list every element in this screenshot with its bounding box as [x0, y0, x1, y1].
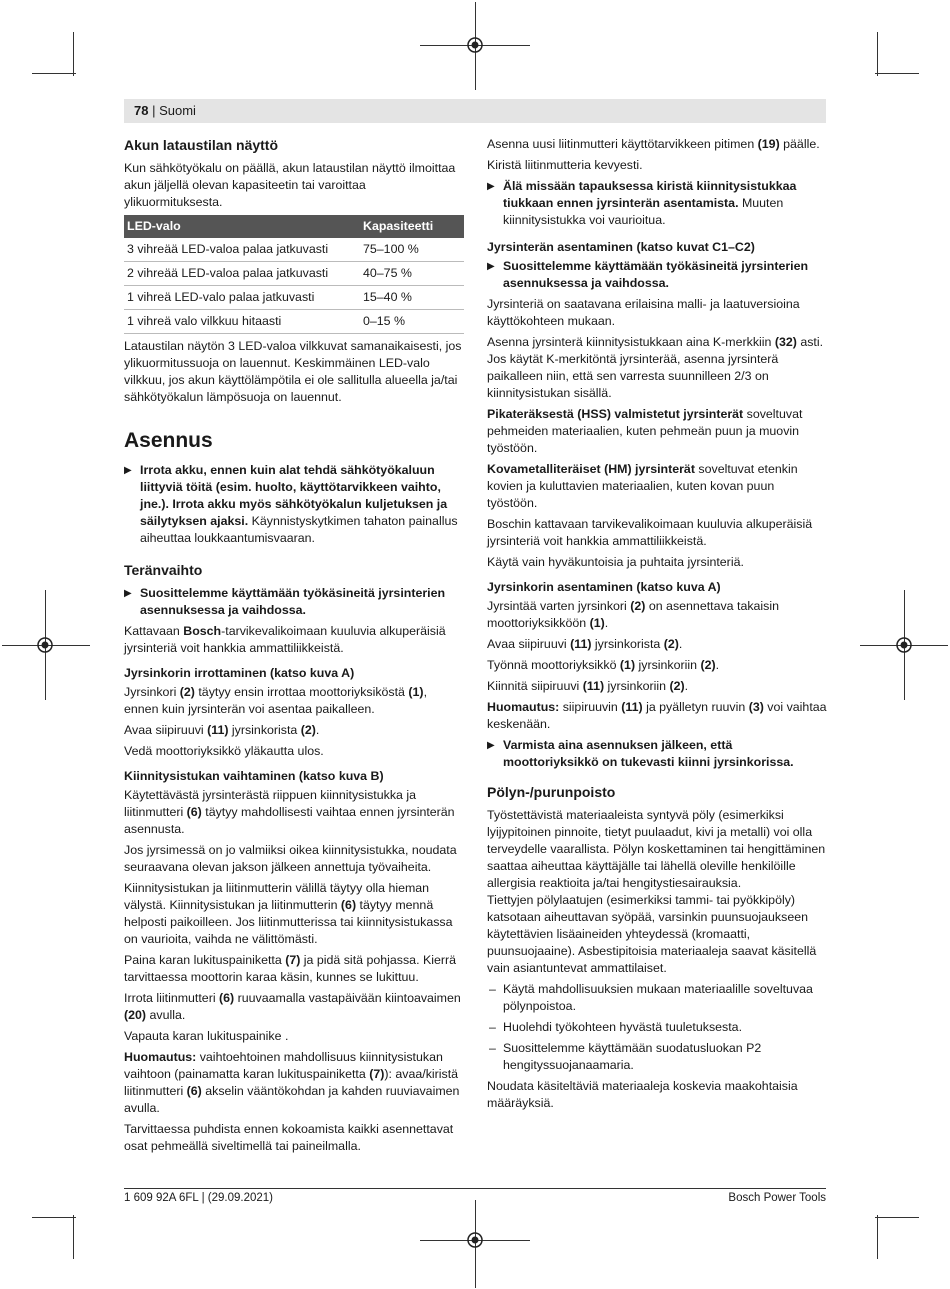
- triangle-bullet-icon: ▶: [124, 465, 132, 476]
- bullet-text: Käynnistyskytkimen tahaton painallus aiheuttaa loukkaantumisvaaran.: [140, 514, 458, 545]
- registration-target-icon: [36, 636, 54, 654]
- table-row: [124, 262, 464, 286]
- table-cell: 75–100 %: [360, 238, 464, 262]
- registration-target-icon: [895, 636, 913, 654]
- paragraph: Paina karan lukituspainiketta (7) ja pidä sitä pohjassa. Kierrä tarvittaessa moottorin karaa käsin, kunnes se lukittuu.: [124, 953, 457, 984]
- crop-mark: [73, 32, 74, 76]
- table-row: [124, 310, 464, 334]
- table-header-capacity: Kapasiteetti: [360, 215, 464, 238]
- paragraph: Irrota liitinmutteri (6) ruuvaamalla vastapäivään kiintoavaimen (20) avulla.: [124, 991, 461, 1022]
- paragraph: Käytettävästä jyrsinterästä riippuen kiinnitysistukka ja liitinmutteri (6) täytyy mahdollisesti vaihtaa ennen jyrsinterän asennusta.: [124, 788, 455, 836]
- battery-indicator-heading: Akun lataustilan näyttö: [124, 137, 279, 153]
- crop-mark: [875, 1217, 919, 1218]
- bullet-bold-text: Suosittelemme käyttämään työkäsineitä jyrsinterien asennuksessa ja vaihdossa.: [503, 259, 809, 290]
- bullet-text: Muuten kiinnitysistukka voi vaurioitua.: [503, 196, 784, 227]
- kiinnitys-heading: Kiinnitysistukan vaihtaminen (katso kuva B): [124, 769, 384, 783]
- battery-table: [124, 215, 464, 334]
- asennus-heading: Asennus: [124, 429, 213, 452]
- paragraph: Tiettyjen pölylaatujen (esimerkiksi tammi- tai pyökkipöly) katsotaan aiheuttavan syöpää, varsinkin puunsuojaukseen käytettävien lisäaineiden yhteydessä (kromaatti, puunsuojaaine). Asbestipitoisia materiaaleja saavat käsitellä vain asiantuntevat ammattilaiset.: [487, 893, 817, 975]
- registration-target-icon: [466, 36, 484, 54]
- irrotus-heading: Jyrsinkorin irrottaminen (katso kuva A): [124, 666, 355, 680]
- paragraph: Asenna jyrsinterä kiinnitysistukkaan aina K-merkkiin (32) asti. Jos käytät K-merkitöntä jyrsinterää, asenna jyrsinterä paikalleen niin, että sen varresta suunnilleen 2/3 on kiinnitysistukan sisällä.: [487, 335, 824, 400]
- page-header: [124, 99, 826, 123]
- crop-mark: [877, 32, 878, 76]
- note-paragraph: Huomautus: vaihtoehtoinen mahdollisuus kiinnitysistukan vaihtoon (painamatta karan lukituspainiketta (7)): avaa/kiristä liitinmutteri (6) akselin vääntökohdan ja kahden ruuviavaimen avulla.: [124, 1050, 460, 1115]
- crop-mark: [875, 73, 919, 74]
- footer-brand: Bosch Power Tools: [728, 1192, 826, 1204]
- paragraph: Käytä vain hyväkuntoisia ja puhtaita jyrsinteriä.: [487, 555, 744, 569]
- asentaminen-heading: Jyrsinterän asentaminen (katso kuvat C1–C2): [487, 240, 755, 254]
- safety-bullet: [487, 737, 827, 771]
- left-column: [124, 136, 464, 1159]
- table-header-row: [124, 215, 464, 238]
- paragraph: Avaa siipiruuvi (11) jyrsinkorista (2).: [487, 637, 683, 651]
- triangle-bullet-icon: ▶: [487, 181, 495, 192]
- triangle-bullet-icon: ▶: [124, 588, 132, 599]
- paragraph: Kiinnitä siipiruuvi (11) jyrsinkoriin (2).: [487, 679, 689, 693]
- crop-mark: [877, 1215, 878, 1259]
- paragraph: Kattavaan Bosch-tarvikevalikoimaan kuuluvia alkuperäisiä jyrsinteriä voit hankkia ammattiliikkeistä.: [124, 624, 446, 655]
- triangle-bullet-icon: ▶: [487, 261, 495, 272]
- bullet-bold-text: Varmista aina asennuksen jälkeen, että moottoriyksikkö on tukevasti kiinni jyrsinkorissa.: [503, 738, 794, 769]
- battery-note: Lataustilan näytön 3 LED-valoa vilkkuvat samanaikaisesti, jos ylikuormitussuoja on lauennut. Keskimmäinen LED-valo vilkkuu, jos akun käyttölämpötila ei ole sallitulla alueella ja/tai sähkötyökalun lämpösuoja on lauennut.: [124, 339, 462, 404]
- safety-bullet: [124, 462, 464, 547]
- paragraph: Jos jyrsimessä on jo valmiiksi oikea kiinnitysistukka, noudata seuraavana olevan jakson jälkeen annettuja työvaiheita.: [124, 843, 457, 874]
- table-cell: 2 vihreää LED-valoa palaa jatkuvasti: [124, 262, 360, 286]
- paragraph: Kiristä liitinmutteria kevyesti.: [487, 158, 643, 172]
- safety-bullet: [124, 585, 464, 619]
- list-item: – Suosittelemme käyttämään suodatusluokan P2 hengityssuojanaamaria.: [489, 1041, 762, 1072]
- paragraph: Boschin kattavaan tarvikevalikoimaan kuuluvia alkuperäisiä jyrsinteriä voit hankkia ammattiliikkeistä.: [487, 517, 813, 548]
- page-number: 78: [134, 103, 149, 118]
- note-paragraph: Huomautus: siipiruuvin (11) ja pyälletyn ruuvin (3) voi vaihtaa keskenään.: [487, 700, 827, 731]
- paragraph: Työnnä moottoriyksikkö (1) jyrsinkoriin (2).: [487, 658, 720, 672]
- footer-rule: [124, 1188, 826, 1189]
- paragraph: Työstettävistä materiaaleista syntyvä pöly (esimerkiksi lyijypitoinen pinnoite, tietyt puulaadut, kivi ja metalli) voi olla terveydelle vaarallista. Pölyn koskettaminen tai hengittäminen saattaa aiheuttaa käyttäjälle tai lähellä oleville henkilöille allergisia reaktioita ja/tai hengitystiesairauksia.: [487, 808, 826, 890]
- table-row: [124, 286, 464, 310]
- teranvaihto-heading: Teränvaihto: [124, 562, 203, 578]
- registration-target-icon: [466, 1231, 484, 1249]
- table-header-led: LED-valo: [124, 215, 360, 238]
- right-column: [487, 136, 827, 1116]
- paragraph: Jyrsinkori (2) täytyy ensin irrottaa moottoriyksiköstä (1), ennen kuin jyrsinterän voi asentaa paikalleen.: [124, 685, 428, 716]
- table-cell: 1 vihreä valo vilkkuu hitaasti: [124, 310, 360, 334]
- table-cell: 40–75 %: [360, 262, 464, 286]
- bullet-bold-text: Irrota akku, ennen kuin alat tehdä sähkötyökaluun liittyviä töitä (esim. huolto, käyttötarvikkeen vaihto, jne.). Irrota akku myös sähkötyökalun kuljetuksen ja säilytyksen ajaksi.: [140, 463, 448, 528]
- crop-mark: [32, 1217, 76, 1218]
- list-item: – Käytä mahdollisuuksien mukaan materiaalille soveltuvaa pölynpoistoa.: [489, 982, 813, 1013]
- paragraph: Tarvittaessa puhdista ennen kokoamista kaikki asennettavat osat pehmeällä siveltimellä tai paineilmalla.: [124, 1122, 454, 1153]
- table-cell: 1 vihreä LED-valo palaa jatkuvasti: [124, 286, 360, 310]
- korin-heading: Jyrsinkorin asentaminen (katso kuva A): [487, 580, 721, 594]
- paragraph: Vapauta karan lukituspainike .: [124, 1029, 289, 1043]
- triangle-bullet-icon: ▶: [487, 740, 495, 751]
- paragraph: Jyrsintää varten jyrsinkori (2) on asennettava takaisin moottoriyksikköön (1).: [487, 599, 780, 630]
- paragraph: Asenna uusi liitinmutteri käyttötarvikkeen pitimen (19) päälle.: [487, 137, 820, 151]
- paragraph: Jyrsinteriä on saatavana erilaisina malli- ja laatuversioina käyttökohteen mukaan.: [487, 297, 800, 328]
- battery-intro: Kun sähkötyökalu on päällä, akun lataustilan näyttö ilmoittaa akun jäljellä olevan kapasiteetin tai varoittaa ylikuormituksesta.: [124, 161, 456, 209]
- table-cell: 3 vihreää LED-valoa palaa jatkuvasti: [124, 238, 360, 262]
- paragraph: Kiinnitysistukan ja liitinmutterin välillä täytyy olla hieman välystä. Kiinnitysistukan ja liitinmutterin (6) täytyy mennä helposti paikoilleen. Jos liitinmutterissa tai kiinnitysistukassa on vaurioita, vaihda ne välittömästi.: [124, 881, 453, 946]
- polyn-heading: Pölyn-/purunpoisto: [487, 784, 616, 800]
- safety-bullet: [487, 258, 827, 292]
- bullet-bold-text: Älä missään tapauksessa kiristä kiinnitysistukkaa tiukkaan ennen jyrsinterän asentamista.: [503, 179, 797, 210]
- crop-mark: [32, 73, 76, 74]
- paragraph: Vedä moottoriyksikkö yläkautta ulos.: [124, 744, 324, 758]
- table-cell: 15–40 %: [360, 286, 464, 310]
- paragraph: Noudata käsiteltäviä materiaaleja koskevia maakohtaisia määräyksiä.: [487, 1079, 798, 1110]
- table-cell: 0–15 %: [360, 310, 464, 334]
- safety-bullet: [487, 178, 827, 229]
- paragraph: Pikateräksestä (HSS) valmistetut jyrsinterät soveltuvat pehmeiden materiaalien, kuten pehmeän puun ja muovin työstöön.: [487, 407, 803, 455]
- table-row: [124, 238, 464, 262]
- paragraph: Kovametalliteräiset (HM) jyrsinterät soveltuvat etenkin kovien ja kuluttavien materiaalien, kuten kovan puun työstöön.: [487, 462, 798, 510]
- footer-document-id: 1 609 92A 6FL | (29.09.2021): [124, 1192, 273, 1204]
- page-header-text: 78 | Suomi: [134, 103, 196, 118]
- list-item: – Huolehdi työkohteen hyvästä tuuletuksesta.: [489, 1020, 743, 1034]
- crop-mark: [73, 1215, 74, 1259]
- paragraph: Avaa siipiruuvi (11) jyrsinkorista (2).: [124, 723, 320, 737]
- bullet-bold-text: Suosittelemme käyttämään työkäsineitä jyrsinterien asennuksessa ja vaihdossa.: [140, 586, 446, 617]
- section-name: Suomi: [159, 103, 196, 118]
